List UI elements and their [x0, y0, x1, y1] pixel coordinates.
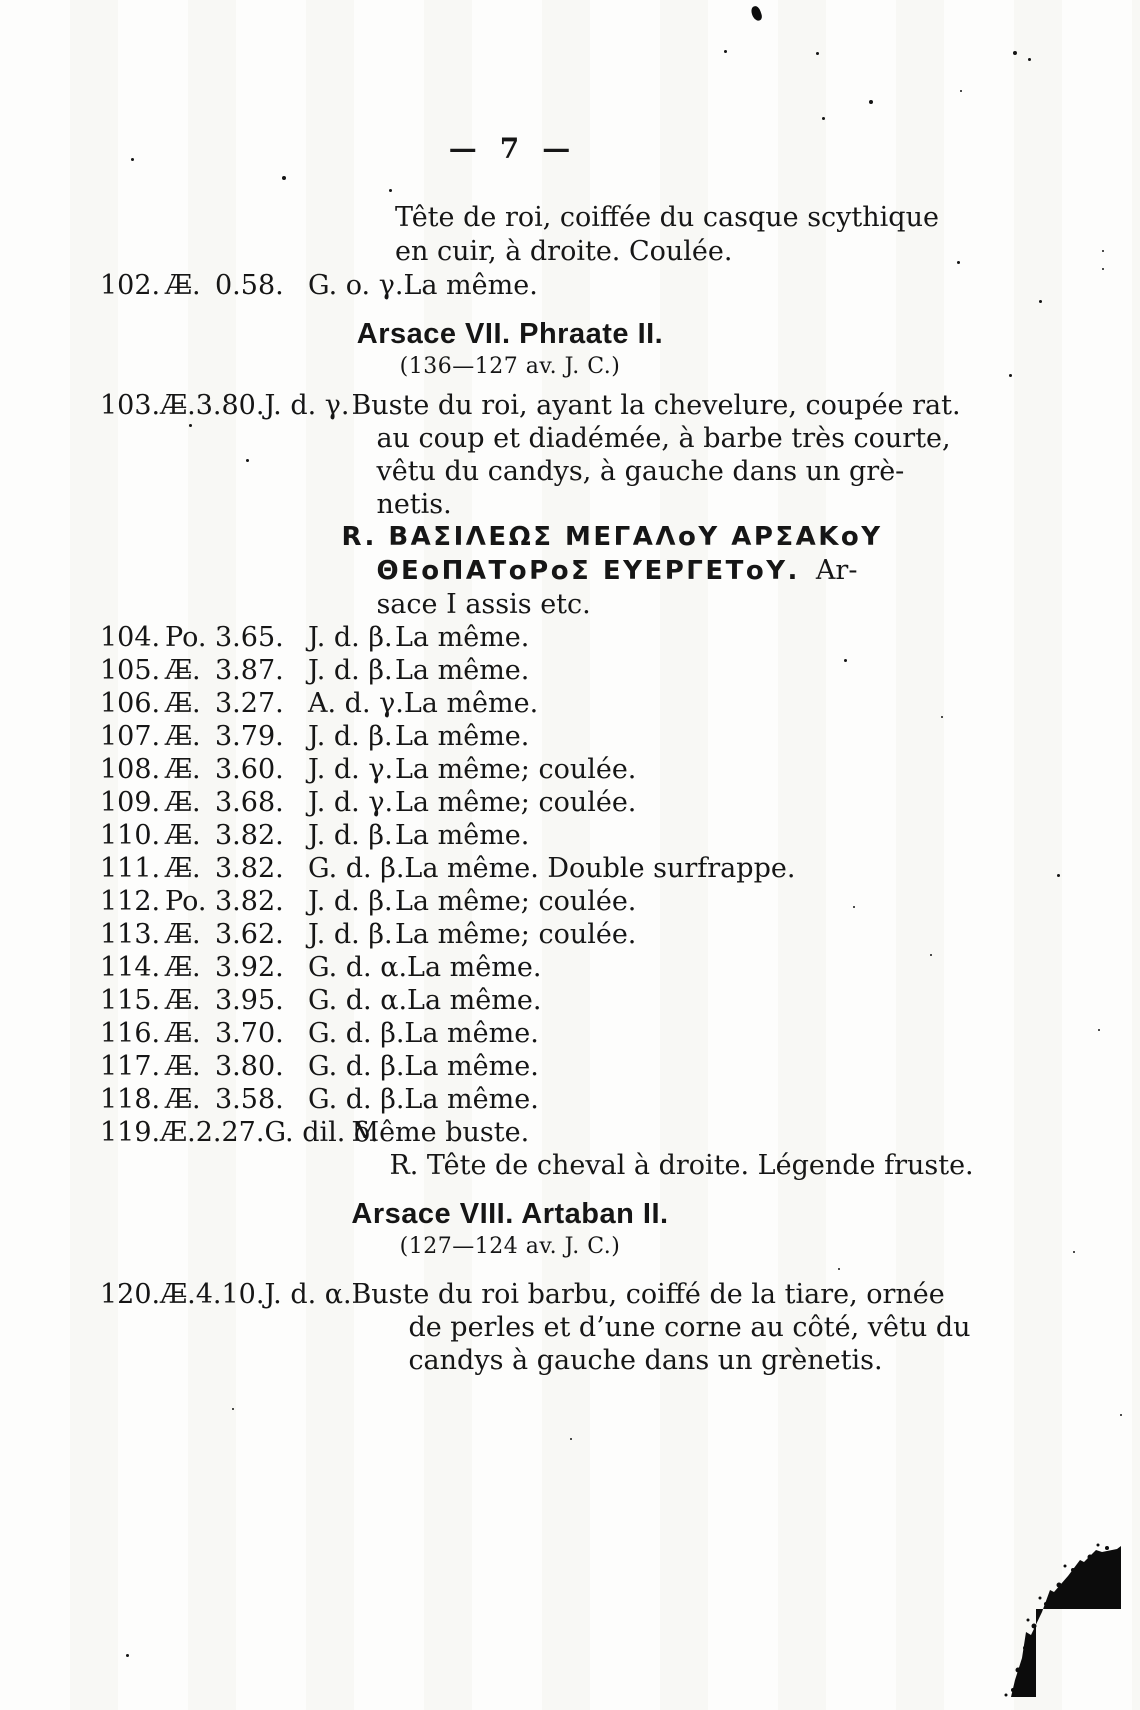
entry-metal: Æ̶.: [160, 1279, 196, 1310]
catalog-entry-112: [100, 885, 920, 918]
entry-number: 108.: [100, 754, 161, 785]
entry-description: [351, 1116, 973, 1182]
scan-speck: [232, 1408, 234, 1410]
scan-speck: [869, 100, 873, 104]
entry-letters: J. d. β.: [308, 721, 393, 752]
scan-speck: [1039, 300, 1042, 303]
legend-suffix: Ar-: [815, 555, 858, 586]
entry-description: La même.: [395, 622, 530, 653]
entry-number: 106.: [100, 688, 161, 719]
entry-number: 110.: [100, 820, 161, 851]
scan-speck: [853, 906, 855, 908]
catalog-entry-105: [100, 654, 920, 687]
scan-speck: [131, 158, 134, 161]
entry-metal: Æ̶.: [165, 754, 201, 785]
entry-description: La même.: [395, 721, 530, 752]
entry-number: 105.: [100, 655, 161, 686]
scan-speck: [960, 90, 962, 92]
entry-description: La même.: [404, 1084, 539, 1115]
catalog-entry-102: [100, 269, 920, 302]
entry-metal: Æ̶.: [165, 853, 201, 884]
entry-weight: 3.58.: [215, 1084, 284, 1115]
scan-speck: [1098, 1029, 1100, 1031]
entry-metal: Po.: [165, 886, 207, 917]
entry-weight: 3.68.: [215, 787, 284, 818]
description-line: en cuir, à droite. Coulée.: [395, 236, 733, 267]
entry-letters: J. d. β.: [308, 919, 393, 950]
catalog-entry-108: [100, 753, 920, 786]
scan-speck: [816, 52, 819, 55]
section-dates-arsace-viii: (127—124 av. J. C.): [399, 1234, 621, 1259]
entry-description: La même.: [395, 820, 530, 851]
scan-speck: [844, 659, 847, 662]
entry-letters: J. d. α.: [264, 1279, 352, 1310]
scan-speck: [941, 716, 943, 718]
page-number-dash-right: —: [542, 132, 572, 165]
entry-metal: Æ̶.: [165, 688, 201, 719]
entry-metal: Po.: [165, 622, 207, 653]
entry-letters: J. d. γ.: [264, 390, 350, 421]
entry-weight: 3.60.: [215, 754, 284, 785]
description-line: vêtu du candys, à gauche dans un grè-: [376, 456, 905, 487]
description-line: netis.: [376, 489, 452, 520]
entry-description: [351, 1278, 970, 1377]
scan-speck: [1073, 1251, 1075, 1253]
catalog-entry-115: [100, 984, 920, 1017]
entry-metal: Æ̶.: [165, 919, 201, 950]
entry-metal: Æ.: [160, 1117, 196, 1148]
entry-letters: J. d. β.: [308, 655, 393, 686]
catalog-entry-118: [100, 1083, 920, 1116]
scan-speck: [1009, 374, 1012, 377]
page-number-value: 7: [499, 132, 521, 165]
entry-description: La même; coulée.: [395, 886, 637, 917]
entry-description: La même. Double surfrappe.: [404, 853, 796, 884]
catalog-entry-111: [100, 852, 920, 885]
catalog-entry-113: [100, 918, 920, 951]
scan-speck: [189, 424, 192, 427]
scan-speck: [1120, 1414, 1122, 1416]
entry-letters: G. d. α.: [308, 952, 408, 983]
scan-speck: [570, 1438, 572, 1440]
entry-number: 114.: [100, 952, 161, 983]
catalog-entry-117: [100, 1050, 920, 1083]
carried-over-description: [395, 201, 939, 269]
catalog-entry-120: [100, 1278, 971, 1377]
description-line: sace I assis etc.: [376, 589, 591, 620]
entry-description: La même.: [403, 688, 539, 719]
description-line: au coup et diadémée, à barbe très courte,: [376, 423, 951, 454]
entry-number: 117.: [100, 1051, 161, 1082]
catalog-entry-114: [100, 951, 920, 984]
entry-weight: 3.65.: [215, 622, 284, 653]
scan-speck: [724, 50, 727, 53]
entry-metal: Æ̶.: [165, 787, 201, 818]
entry-weight: 3.79.: [215, 721, 284, 752]
entry-letters: J. d. β.: [308, 820, 393, 851]
catalog-entry-109: [100, 786, 920, 819]
entry-letters: G. dil. δ.: [264, 1117, 379, 1148]
entry-number: 109.: [100, 787, 161, 818]
page-content: [100, 0, 974, 1377]
description-line: candys à gauche dans un grènetis.: [408, 1345, 883, 1376]
scan-speck: [1013, 51, 1017, 55]
entry-number: 113.: [100, 919, 161, 950]
entry-metal: Æ̶.: [165, 1084, 201, 1115]
entry-letters: J. d. γ.: [308, 787, 394, 818]
entry-number: 119.: [100, 1117, 161, 1148]
entry-description: La même.: [404, 1018, 539, 1049]
entry-description: La même; coulée.: [395, 787, 637, 818]
entry-metal: Æ̶.: [160, 390, 196, 421]
entry-description: La même; coulée.: [395, 919, 637, 950]
scan-speck: [246, 459, 249, 462]
entry-description: La même.: [404, 1051, 539, 1082]
scan-speck: [389, 189, 392, 192]
entry-weight: 3.80.: [215, 1051, 284, 1082]
catalog-entry-107: [100, 720, 920, 753]
greek-legend-line: [376, 554, 960, 588]
entry-metal: Æ̶.: [165, 985, 201, 1016]
description-line: Tête de roi, coiffée du casque scythique: [395, 202, 939, 233]
entry-number: 112.: [100, 886, 161, 917]
entry-number: 120.: [100, 1279, 161, 1310]
catalog-entry-106: [100, 687, 920, 720]
entry-metal: Æ̶.: [165, 1018, 201, 1049]
entry-number: 118.: [100, 1084, 161, 1115]
entry-metal: Æ̶.: [165, 270, 201, 301]
entry-weight: 3.82.: [215, 886, 284, 917]
entry-description: [341, 389, 961, 621]
entry-number: 107.: [100, 721, 161, 752]
entry-letters: J. d. β.: [308, 886, 393, 917]
description-line: Buste du roi barbu, coiffé de la tiare, ornée: [351, 1279, 945, 1310]
entry-letters: J. d. β.: [308, 622, 393, 653]
entry-weight: 3.27.: [215, 688, 284, 719]
section-dates-arsace-vii: (136—127 av. J. C.): [399, 354, 621, 379]
page-number: [100, 132, 920, 165]
entry-letters: J. d. γ.: [308, 754, 394, 785]
catalog-entry-110: [100, 819, 920, 852]
entry-letters: G. d. β.: [308, 853, 405, 884]
scan-speck: [282, 176, 286, 180]
page-number-dash-left: —: [448, 132, 478, 165]
entry-description: La même.: [407, 985, 542, 1016]
entry-number: 104.: [100, 622, 161, 653]
catalog-entry-119: [100, 1116, 974, 1182]
entry-letters: G. d. α.: [308, 985, 408, 1016]
entry-letters: G. o. γ.: [308, 270, 404, 301]
entry-weight: 3.82.: [215, 853, 284, 884]
section-heading-arsace-vii: Arsace VII. Phraate II.: [356, 318, 664, 350]
greek-legend-line: R. ΒΑΣΙΛΕΩΣ ΜΕΓΑΛοΥ ΑΡΣΑΚοΥ: [341, 522, 883, 552]
entry-letters: G. d. β.: [308, 1084, 405, 1115]
scan-speck: [1102, 250, 1104, 252]
description-line: R. Tête de cheval à droite. Légende fruste.: [389, 1150, 974, 1181]
entry-weight: 3.70.: [215, 1018, 284, 1049]
scan-speck: [1028, 58, 1031, 61]
entry-description: La même; coulée.: [395, 754, 637, 785]
entry-weight: 3.62.: [215, 919, 284, 950]
entry-weight: 2.27.: [195, 1117, 265, 1148]
catalog-entry-104: [100, 621, 920, 654]
entry-metal: Æ̶.: [165, 721, 201, 752]
description-line: Même buste.: [351, 1117, 530, 1148]
entry-description: La même.: [407, 952, 542, 983]
entry-weight: 3.80.: [195, 390, 265, 421]
entry-number: 111.: [100, 853, 161, 884]
entry-metal: Æ̶.: [165, 1051, 201, 1082]
ink-blot: [970, 1540, 1140, 1710]
entry-metal: Æ̶.: [165, 655, 201, 686]
entry-description: La même.: [403, 270, 538, 301]
entry-weight: 4.10.: [195, 1279, 265, 1310]
entry-letters: A. d. γ.: [308, 688, 404, 719]
scan-speck: [930, 954, 932, 956]
scan-speck: [1057, 874, 1060, 877]
entry-number: 116.: [100, 1018, 161, 1049]
scan-speck: [822, 117, 825, 120]
entry-metal: Æ̶.: [165, 952, 201, 983]
entry-description: La même.: [395, 655, 530, 686]
scan-speck: [126, 1654, 129, 1657]
entry-weight: 3.92.: [215, 952, 284, 983]
entry-weight: 0.58.: [215, 270, 284, 301]
scan-speck: [838, 1268, 840, 1270]
scan-speck: [957, 261, 960, 264]
greek-legend-text: ΘΕοΠΑΤοΡοΣ ΕΥΕΡΓΕΤοΥ.: [376, 556, 800, 586]
description-line: de perles et d’une corne au côté, vêtu du: [408, 1312, 971, 1343]
catalog-entry-103: [100, 389, 961, 621]
entry-letters: G. d. β.: [308, 1018, 405, 1049]
entry-number: 103.: [100, 390, 161, 421]
entry-letters: G. d. β.: [308, 1051, 405, 1082]
scan-speck: [1102, 268, 1104, 270]
entry-weight: 3.82.: [215, 820, 284, 851]
description-line: Buste du roi, ayant la chevelure, coupée rat.: [351, 390, 961, 421]
entry-metal: Æ̶.: [165, 820, 201, 851]
entry-list: [100, 269, 974, 1377]
catalog-entry-116: [100, 1017, 920, 1050]
entry-weight: 3.95.: [215, 985, 284, 1016]
entry-number: 115.: [100, 985, 161, 1016]
section-heading-arsace-viii: Arsace VIII. Artaban II.: [351, 1198, 669, 1230]
entry-weight: 3.87.: [215, 655, 284, 686]
entry-number: 102.: [100, 270, 161, 301]
